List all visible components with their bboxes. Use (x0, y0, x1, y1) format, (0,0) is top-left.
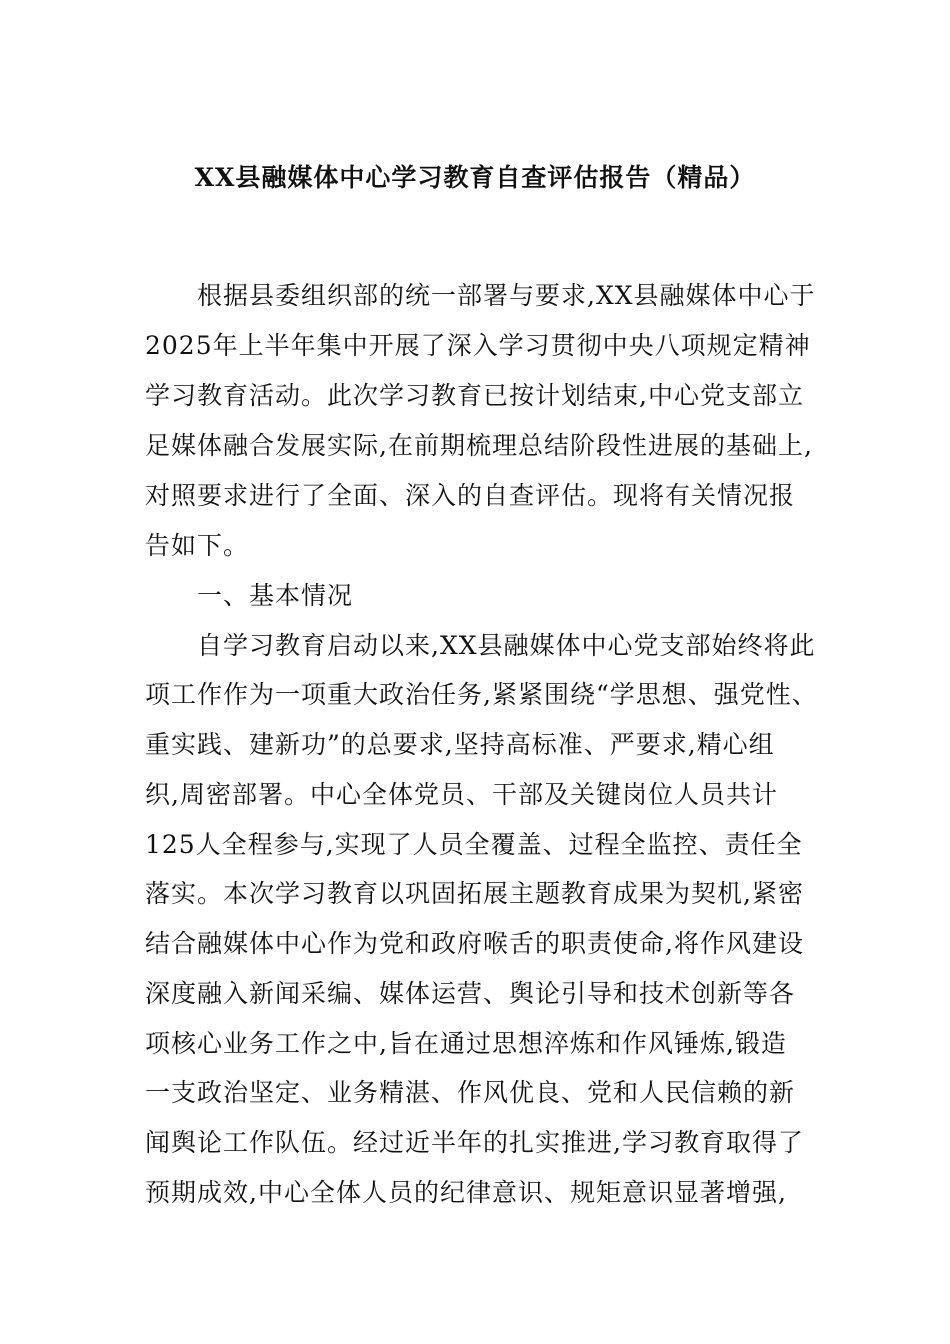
section-heading: 一、基本情况 (197, 581, 354, 610)
paragraph-line: 2025年上半年集中开展了深入学习贯彻中央八项规定精神 (145, 331, 811, 360)
paragraph-line: 一支政治坚定、业务精湛、作风优良、党和人民信赖的新 (145, 1078, 796, 1107)
paragraph-line: 深度融入新闻采编、媒体运营、舆论引导和技术创新等各 (145, 979, 796, 1008)
paragraph-line: 重实践、建新功”的总要求,坚持高标准、严要求,精心组 (145, 730, 775, 759)
paragraph-line: 落实。本次学习教育以巩固拓展主题教育成果为契机,紧密 (145, 879, 804, 908)
paragraph-line: 织,周密部署。中心全体党员、干部及关键岗位人员共计 (145, 780, 778, 809)
document-title: XX县融媒体中心学习教育自查评估报告（精品） (194, 163, 756, 192)
paragraph-line: 预期成效,中心全体人员的纪律意识、规矩意识显著增强, (145, 1178, 787, 1207)
paragraph-line: 足媒体融合发展实际,在前期梳理总结阶段性进展的基础上, (145, 431, 813, 460)
paragraph-line: 闻舆论工作队伍。经过近半年的扎实推进,学习教育取得了 (145, 1128, 804, 1157)
paragraph-line: 项核心业务工作之中,旨在通过思想淬炼和作风锤炼,锻造 (145, 1029, 787, 1058)
paragraph-line: 项工作作为一项重大政治任务,紧紧围绕“学思想、强党性、 (145, 680, 818, 709)
paragraph-line: 根据县委组织部的统一部署与要求,XX县融媒体中心于 (197, 281, 816, 310)
paragraph-line: 告如下。 (145, 531, 250, 560)
paragraph-line: 结合融媒体中心作为党和政府喉舌的职责使命,将作风建设 (145, 929, 804, 958)
paragraph-line: 学习教育活动。此次学习教育已按计划结束,中心党支部立 (145, 381, 804, 410)
paragraph-line: 对照要求进行了全面、深入的自查评估。现将有关情况报 (145, 481, 796, 510)
paragraph-line: 自学习教育启动以来,XX县融媒体中心党支部始终将此 (197, 631, 816, 660)
paragraph-line: 125人全程参与,实现了人员全覆盖、过程全监控、责任全 (145, 830, 803, 859)
